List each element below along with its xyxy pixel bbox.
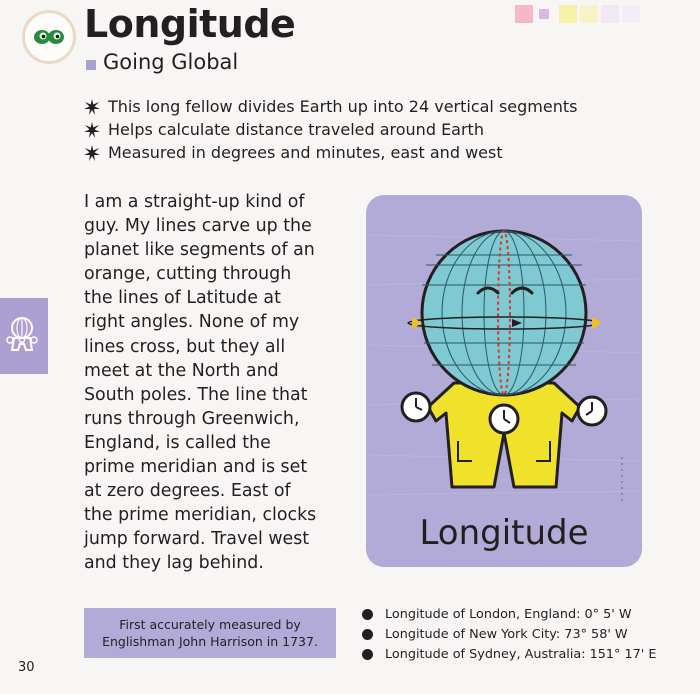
body-line: meet at the North and: [84, 360, 279, 381]
body-paragraph: [84, 190, 352, 576]
list-item: [84, 118, 644, 141]
clock-icon: [490, 405, 518, 433]
body-line: planet like segments of an: [84, 240, 315, 261]
side-tab: [0, 298, 48, 374]
subtitle-square: [86, 60, 96, 70]
bullet-dot-icon: [362, 629, 373, 640]
fact-text: Longitude of New York City: 73° 58' W: [385, 626, 628, 642]
body-line: I am a straight-up kind of: [84, 192, 305, 212]
color-chip: [601, 5, 619, 23]
body-line: the lines of Latitude at: [84, 288, 281, 309]
clock-icon: [402, 393, 430, 421]
clock-icon: [578, 397, 606, 425]
sparkle-icon: [84, 122, 100, 138]
body-line: lines cross, but they all: [84, 336, 286, 357]
sparkle-icon: [84, 99, 100, 115]
page-title: Longitude: [84, 2, 296, 46]
fact-text: Longitude of Sydney, Australia: 151° 17' E: [385, 646, 657, 662]
color-chip: [580, 5, 598, 23]
sparkle-icon: [84, 145, 100, 161]
key-facts-list: [84, 95, 644, 164]
body-line: right angles. None of my: [84, 312, 300, 333]
color-chip: [515, 5, 533, 23]
bullet-text: Measured in degrees and minutes, east and west: [108, 143, 503, 162]
color-chip: [559, 5, 577, 23]
page-subtitle: Going Global: [103, 50, 239, 74]
bullet-dot-icon: [362, 649, 373, 660]
mini-globe-character-icon: [0, 298, 48, 374]
body-line: and they lag behind.: [84, 553, 264, 574]
body-line: guy. My lines carve up the: [84, 216, 312, 237]
caption-box: [84, 608, 336, 658]
longitude-facts-list: [362, 604, 692, 664]
bullet-dot-icon: [362, 609, 373, 620]
caption-text: [84, 616, 336, 650]
body-line: England, is called the: [84, 432, 271, 453]
color-chip: [539, 9, 549, 19]
list-item: [84, 95, 644, 118]
bullet-text: Helps calculate distance traveled around Earth: [108, 120, 484, 139]
body-line: South poles. The line that: [84, 384, 308, 405]
body-line: at zero degrees. East of: [84, 481, 291, 502]
illustration-card: [366, 195, 642, 567]
eyes-icon: [33, 27, 65, 47]
body-line: jump forward. Travel west: [84, 529, 310, 550]
body-line: orange, cutting through: [84, 264, 292, 285]
fact-text: Longitude of London, England: 0° 5' W: [385, 606, 632, 622]
body-line: prime meridian and is set: [84, 457, 308, 478]
list-item: [362, 624, 692, 644]
list-item: [362, 644, 692, 664]
chapter-badge: [22, 10, 76, 64]
body-line: runs through Greenwich,: [84, 408, 300, 429]
longitude-character-illustration: [366, 195, 642, 567]
body-line: the prime meridian, clocks: [84, 505, 317, 526]
bullet-text: This long fellow divides Earth up into 24 vertical segments: [108, 97, 578, 116]
caption-line: First accurately measured by: [119, 617, 301, 632]
list-item: [362, 604, 692, 624]
card-title: Longitude: [419, 513, 589, 553]
list-item: [84, 141, 644, 164]
caption-line: Englishman John Harrison in 1737.: [102, 634, 318, 649]
color-chip: [622, 5, 640, 23]
page-number: 30: [18, 660, 35, 675]
